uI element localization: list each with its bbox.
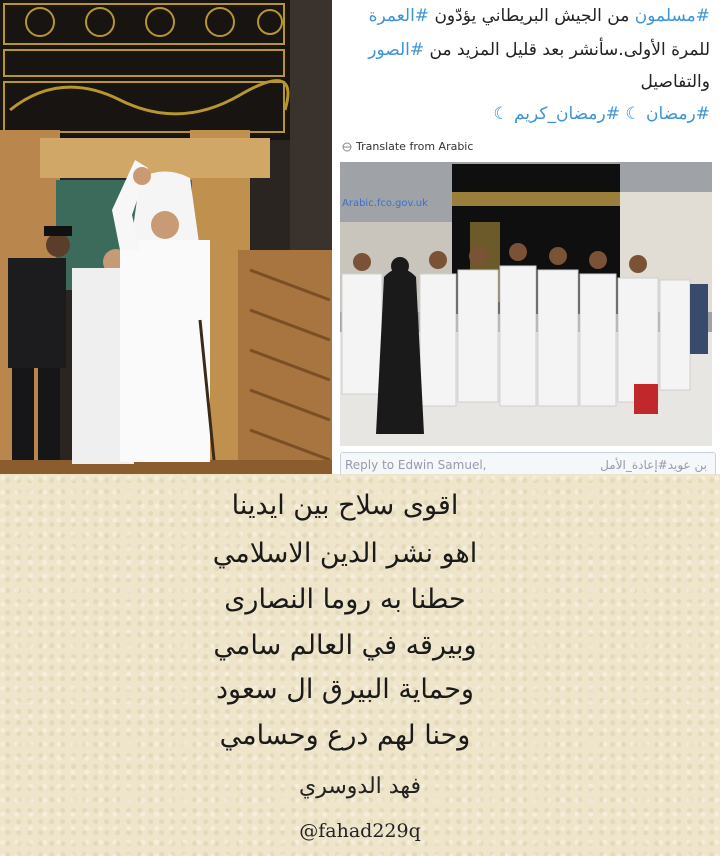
translate-label: Translate from Arabic xyxy=(356,140,474,153)
tweet-text-line-4 xyxy=(493,104,710,124)
tweet-text-segment: للمرة الأولى.سأنشر بعد قليل المزيد من xyxy=(424,40,710,60)
hashtag-ramadan-kareem[interactable]: #رمضان_كريم xyxy=(513,104,620,124)
crescent-icon: ☾ xyxy=(493,104,514,124)
tweet-text-line-2 xyxy=(368,40,710,60)
photo-illustration xyxy=(0,0,332,474)
globe-icon xyxy=(342,142,352,152)
crescent-icon: ☾ xyxy=(619,104,647,124)
poem-author: فهد الدوسري xyxy=(299,774,421,799)
poem-line-4: وبيرقه في العالم سامي xyxy=(213,630,477,661)
poem-line-6: وحنا لهم درع وحسامي xyxy=(219,720,471,751)
hashtag-muslims[interactable]: #مسلمون xyxy=(634,6,710,26)
tweet-card xyxy=(332,0,720,480)
photo-king-waving xyxy=(0,0,332,474)
author-handle: @fahad229q xyxy=(299,820,421,842)
tweet-text-line-1 xyxy=(369,6,710,26)
translate-link[interactable] xyxy=(342,140,473,153)
hashtag-photos[interactable]: #الصور xyxy=(368,40,425,60)
poem-line-1: اقوى سلاح بين ايدينا xyxy=(231,490,459,521)
poem-line-2: اهو نشر الدين الاسلامي xyxy=(212,538,478,569)
tweet-text-line-3: والتفاصيل xyxy=(640,72,710,92)
reply-placeholder: Reply to Edwin Samuel, xyxy=(345,458,487,472)
hashtag-ramadan[interactable]: #رمضان xyxy=(646,104,710,124)
hashtag-umrah[interactable]: #العمرة xyxy=(368,6,430,26)
tweet-photo-soldiers-umrah[interactable] xyxy=(340,162,712,446)
photo-watermark: Arabic.fco.gov.uk xyxy=(342,198,428,209)
tweet-text-segment: من الجيش البريطاني يؤدّون xyxy=(429,6,635,26)
poem-card xyxy=(0,474,720,856)
reply-hashtags: بن عويد#إعادة_الأمل xyxy=(600,458,707,472)
poem-line-5: وحماية البيرق ال سعود xyxy=(216,674,474,705)
poem-line-3: حطنا به روما النصارى xyxy=(224,584,466,615)
